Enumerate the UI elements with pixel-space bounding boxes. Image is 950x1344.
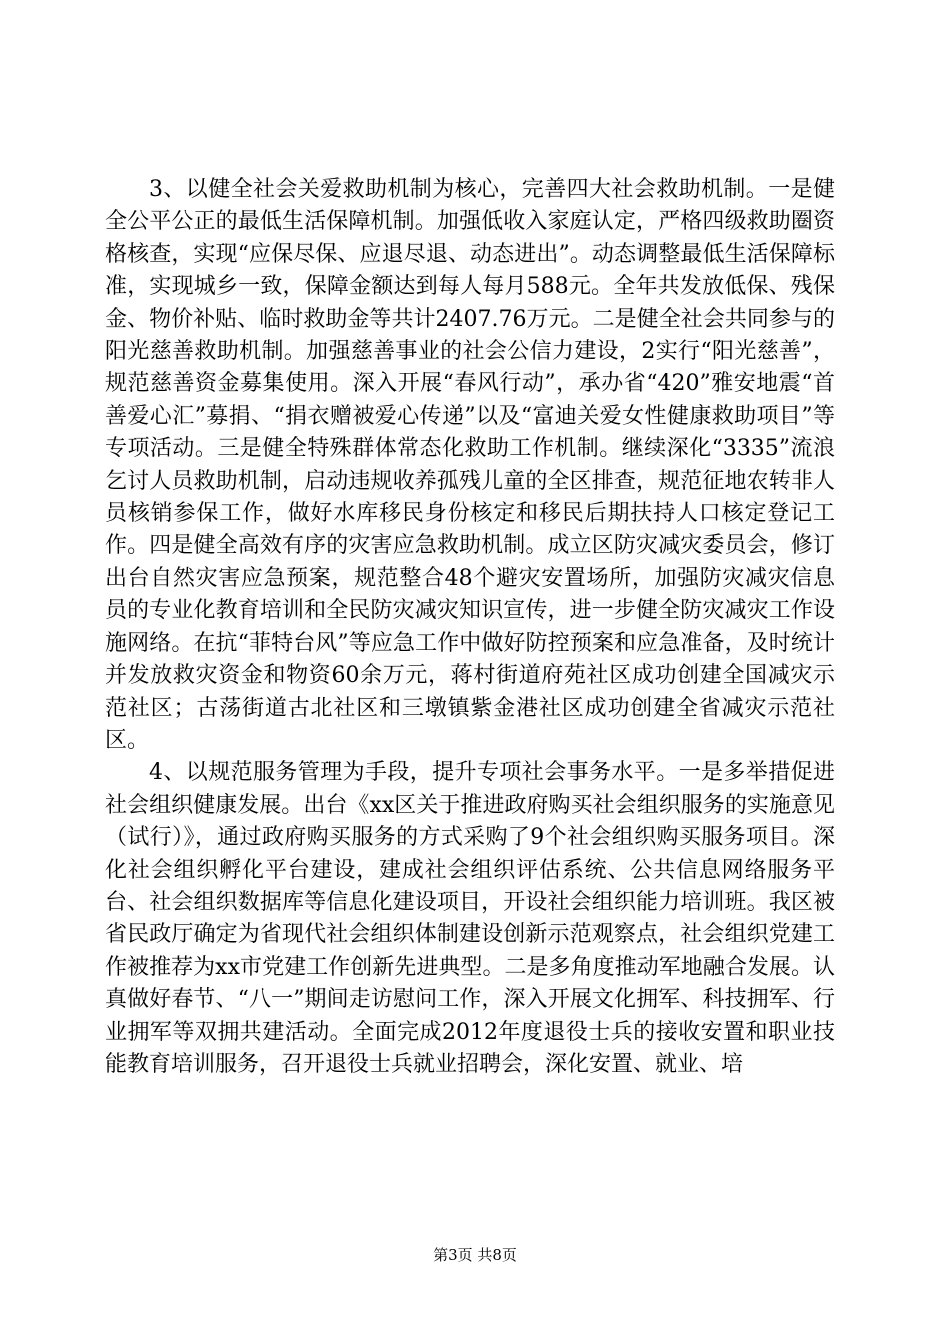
paragraph-social-assistance: 3、以健全社会关爱救助机制为核心，完善四大社会救助机制。一是健全公平公正的最低生活保障机制。加强低收入家庭认定，严格四级救助圈资格核查，实现“应保尽保、应退尽退、动态进出”。动态调整最低生活保障标准，实现城乡一致，保障金额达到每人每月588元。全年共发放低保、残保金、物价补贴、临时救助金等共计2407.76万元。二是健全社会共同参与的阳光慈善救助机制。加强慈善事业的社会公信力建设，2实行“阳光慈善”，规范慈善资金募集使用。深入开展“春风行动”，承办省“420”雅安地震“首善爱心汇”募捐、“捐衣赠被爱心传递”以及“富迪关爱女性健康救助项目”等专项活动。三是健全特殊群体常态化救助工作机制。继续深化“3335”流浪乞讨人员救助机制，启动违规收养孤残儿童的全区排查，规范征地农转非人员核销参保工作，做好水库移民身份核定和移民后期扶持人口核定登记工作。四是健全高效有序的灾害应急救助机制。成立区防灾减灾委员会，修订出台自然灾害应急预案，规范整合48个避灾安置场所，加强防灾减灾信息员的专业化教育培训和全民防灾减灾知识宣传，进一步健全防灾减灾工作设施网络。在抗“菲特台风”等应急工作中做好防控预案和应急准备，及时统计并发放救灾资金和物资60余万元，蒋村街道府苑社区成功创建全国减灾示范社区；古荡街道古北社区和三墩镇紫金港社区成功创建全省减灾示范社区。 — [105, 177, 835, 753]
page-number-label: 第3页 共8页 — [433, 1246, 517, 1264]
paragraph-social-affairs: 4、以规范服务管理为手段，提升专项社会事务水平。一是多举措促进社会组织健康发展。出台《xx区关于推进政府购买社会组织服务的实施意见（试行）》，通过政府购买服务的方式采购了9个社会组织购买服务项目。深化社会组织孵化平台建设，建成社会组织评估系统、公共信息网络服务平台、社会组织数据库等信息化建设项目，开设社会组织能力培训班。我区被省民政厅确定为省现代社会组织体制建设创新示范观察点，社会组织党建工作被推荐为xx市党建工作创新先进典型。二是多角度推动军地融合发展。认真做好春节、“八一”期间走访慰问工作，深入开展文化拥军、科技拥军、行业拥军等双拥共建活动。全面完成2012年度退役士兵的接收安置和职业技能教育培训服务，召开退役士兵就业招聘会，深化安置、就业、培 — [105, 760, 835, 1077]
page-footer — [0, 1245, 950, 1265]
body-text — [105, 174, 835, 1081]
